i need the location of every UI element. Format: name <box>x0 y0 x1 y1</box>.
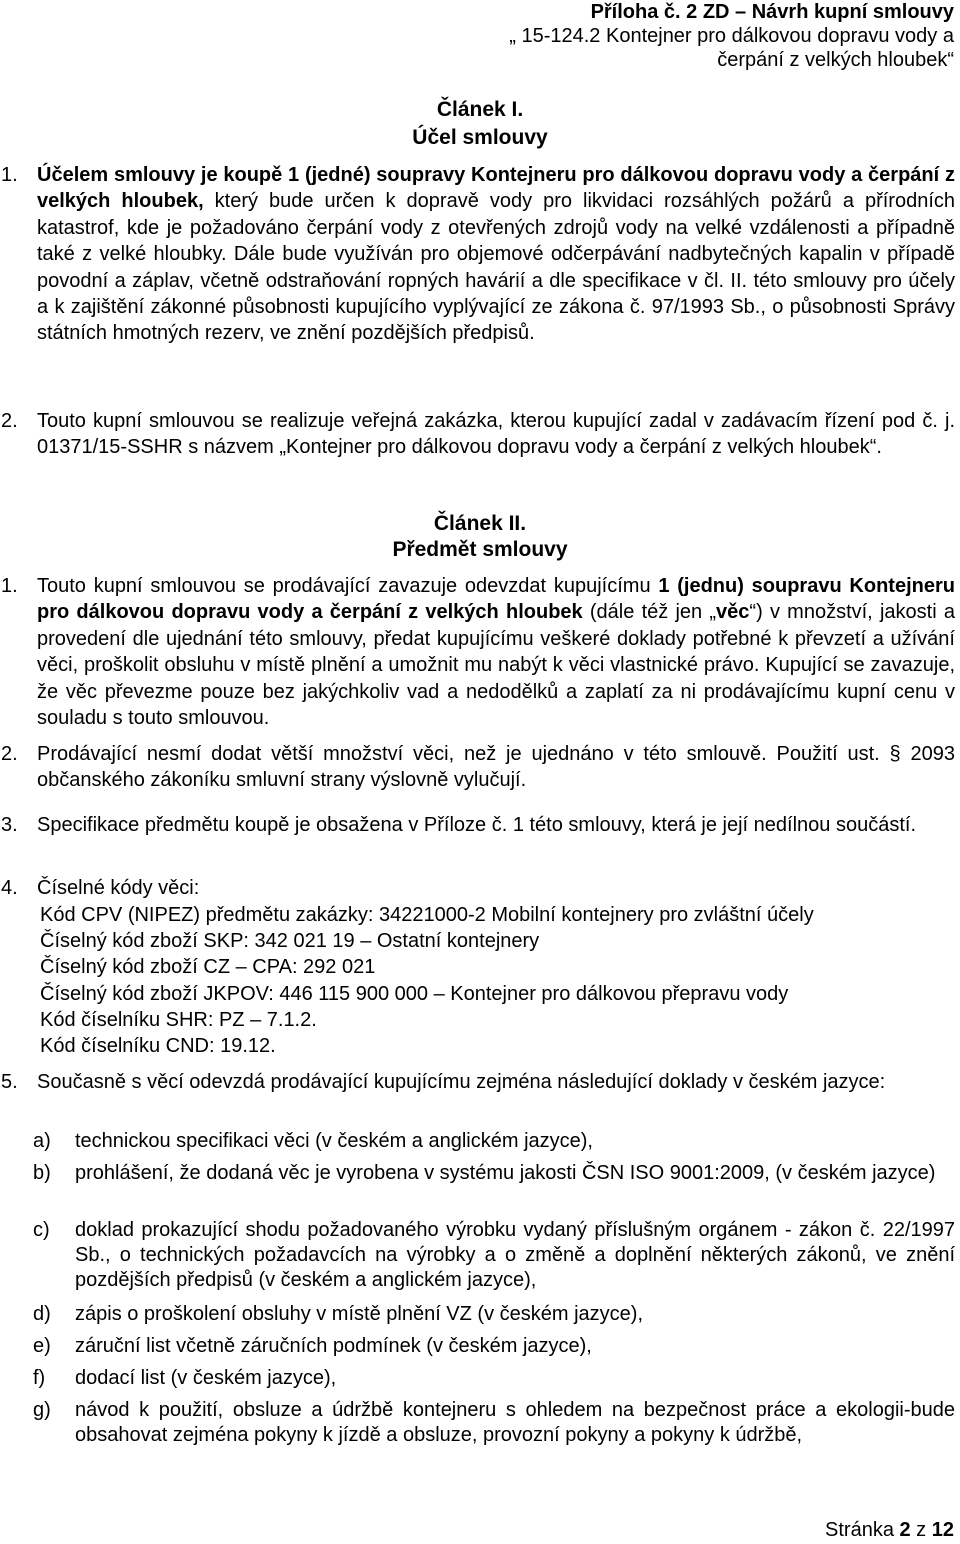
code-skp: Číselný kód zboží SKP: 342 021 19 – Ostatní kontejnery <box>40 930 540 953</box>
article2-item-3 <box>1 812 955 838</box>
code-cnd: Kód číselníku CND: 19.12. <box>40 1035 276 1058</box>
document-header <box>434 0 954 72</box>
article2-item-2 <box>1 741 955 794</box>
quantity-text: Prodávající nesmí dodat větší množství věci, než je ujednáno v této smlouvě. Použití ust. § 2093 občanského zákoníku smluvní strany výslovně vylučují. <box>37 743 955 792</box>
code-jkpov: Číselný kód zboží JKPOV: 446 115 900 000 – Kontejner pro dálkovou přepravu vody <box>40 982 789 1005</box>
page-prefix: Stránka <box>825 1519 900 1541</box>
annex-label: Příloha č. 2 ZD – Návrh kupní smlouvy <box>590 1 954 23</box>
document-item-f <box>33 1366 955 1391</box>
item-number: 3. <box>1 814 18 836</box>
article1-title: Účel smlouvy <box>412 126 548 149</box>
contract-name-line2: čerpání z velkých hloubek“ <box>717 49 954 71</box>
document-item-c <box>33 1218 955 1292</box>
document-item-a <box>33 1129 955 1154</box>
page-number <box>825 1518 954 1542</box>
documents-intro: Současně s věcí odevzdá prodávající kupujícímu zejména následující doklady v českém jazyce: <box>37 1071 886 1093</box>
specification-text: Specifikace předmětu koupě je obsažena v Příloze č. 1 této smlouvy, která je její nedílnou součástí. <box>37 814 916 836</box>
article1-item-2 <box>1 408 955 461</box>
list-text: technickou specifikaci věci (v českém a anglickém jazyce), <box>75 1130 593 1152</box>
list-letter: f) <box>33 1367 46 1389</box>
subject-bold-2: věc <box>716 601 750 624</box>
document-item-d <box>33 1302 955 1327</box>
list-letter: b) <box>33 1162 51 1184</box>
item-number: 2. <box>1 743 18 765</box>
subject-text-3: “) v množství, jakosti a provedení dle ujednání této smlouvy, předat kupujícímu veškeré doklady potřebné k převzetí a užívání věci, proškolit obsluhu v místě plnění a umožnit mu nabýt k věci vlastnické právo. Kupující se zavazuje, že věc převezme pouze bez jakýchkoliv vad a nedodělků a zaplatí za ni prodávajícímu kupní cenu v souladu s touto smlouvou. <box>37 601 955 730</box>
codes-list <box>40 902 814 1059</box>
page-separator: z <box>910 1519 932 1541</box>
subject-text-2: (dále též jen „ <box>582 601 717 624</box>
list-letter: c) <box>33 1219 50 1241</box>
current-page: 2 <box>899 1519 911 1541</box>
list-letter: a) <box>33 1130 51 1152</box>
list-text: doklad prokazující shodu požadovaného výrobku vydaný příslušným orgánem - zákon č. 22/1997 Sb., o technických požadavcích na výrobky a o změně a doplnění některých zákonů, ve znění pozdějších předpisů (v českém a anglickém jazyce), <box>75 1219 955 1291</box>
article2-title: Předmět smlouvy <box>392 538 568 561</box>
list-text: záruční list včetně záručních podmínek (v českém jazyce), <box>75 1335 592 1357</box>
contract-name-line1: „ 15-124.2 Kontejner pro dálkovou dopravu vody a <box>509 25 954 47</box>
article2-item-1 <box>1 573 955 731</box>
subject-text-1: Touto kupní smlouvou se prodávající zavazuje odevzdat kupujícímu <box>37 575 659 597</box>
subject-bold-1: 1 (jednu) soupravu Kontejneru pro dálkovou dopravu vody a čerpání z velkých hloubek <box>37 575 955 624</box>
code-shr: Kód číselníku SHR: PZ – 7.1.2. <box>40 1008 317 1031</box>
purpose-bold-text: Účelem smlouvy je koupě 1 (jedné) soupravy Kontejneru pro dálkovou dopravu vody a čerpání z velkých hloubek, <box>37 164 955 213</box>
list-text: návod k použití, obsluze a údržbě kontejneru s ohledem na bezpečnost práce a ekologii-bude obsahovat zejména pokyny k jízdě a obsluze, provozní pokyny a pokyny k údržbě, <box>75 1399 955 1446</box>
item-number: 2. <box>1 410 18 432</box>
list-letter: e) <box>33 1335 51 1357</box>
article2-item-4 <box>1 875 955 901</box>
item-number: 1. <box>1 164 18 186</box>
article1-heading: Článek I. <box>436 98 524 121</box>
list-letter: d) <box>33 1303 51 1325</box>
article2-item-5 <box>1 1069 955 1095</box>
code-cz-cpa: Číselný kód zboží CZ – CPA: 292 021 <box>40 956 376 979</box>
code-cpv: Kód CPV (NIPEZ) předmětu zakázky: 34221000-2 Mobilní kontejnery pro zvláštní účely <box>40 904 814 926</box>
item-number: 1. <box>1 575 18 597</box>
item-number: 4. <box>1 877 18 899</box>
item-number: 5. <box>1 1071 18 1093</box>
tender-text: Touto kupní smlouvou se realizuje veřejná zakázka, kterou kupující zadal v zadávacím řízení pod č. j. 01371/15-SSHR s názvem „Kontejner pro dálkovou dopravu vody a čerpání z velkých hloubek“. <box>37 410 955 459</box>
list-letter: g) <box>33 1399 51 1421</box>
document-item-e <box>33 1334 955 1359</box>
list-text: zápis o proškolení obsluhy v místě plnění VZ (v českém jazyce), <box>75 1303 644 1325</box>
total-pages: 12 <box>931 1519 954 1541</box>
document-item-g <box>33 1398 955 1448</box>
document-item-b <box>33 1161 955 1186</box>
codes-heading: Číselné kódy věci: <box>37 877 200 899</box>
list-text: dodací list (v českém jazyce), <box>75 1367 337 1389</box>
list-text: prohlášení, že dodaná věc je vyrobena v systému jakosti ČSN ISO 9001:2009, (v českém jazyce) <box>75 1162 936 1184</box>
purpose-text: který bude určen k dopravě vody pro likvidaci rozsáhlých požárů a přírodních katastrof, kde je požadováno čerpání vody z otevřených zdrojů vody na velké vzdálenosti a případně také z velké hloubky. Dále bude využíván pro objemové odčerpávání nadbytečných kapalin v případě povodní a záplav, včetně odstraňování ropných havárií a dle specifikace v čl. II. této smlouvy pro účely a k zajištění zákonné působnosti kupujícího vyplývající ze zákona č. 97/1993 Sb., o působnosti Správy státních hmotných rezerv, ve znění pozdějších předpisů. <box>37 190 956 345</box>
article2-heading: Článek II. <box>433 512 527 535</box>
article1-item-1 <box>1 162 956 347</box>
